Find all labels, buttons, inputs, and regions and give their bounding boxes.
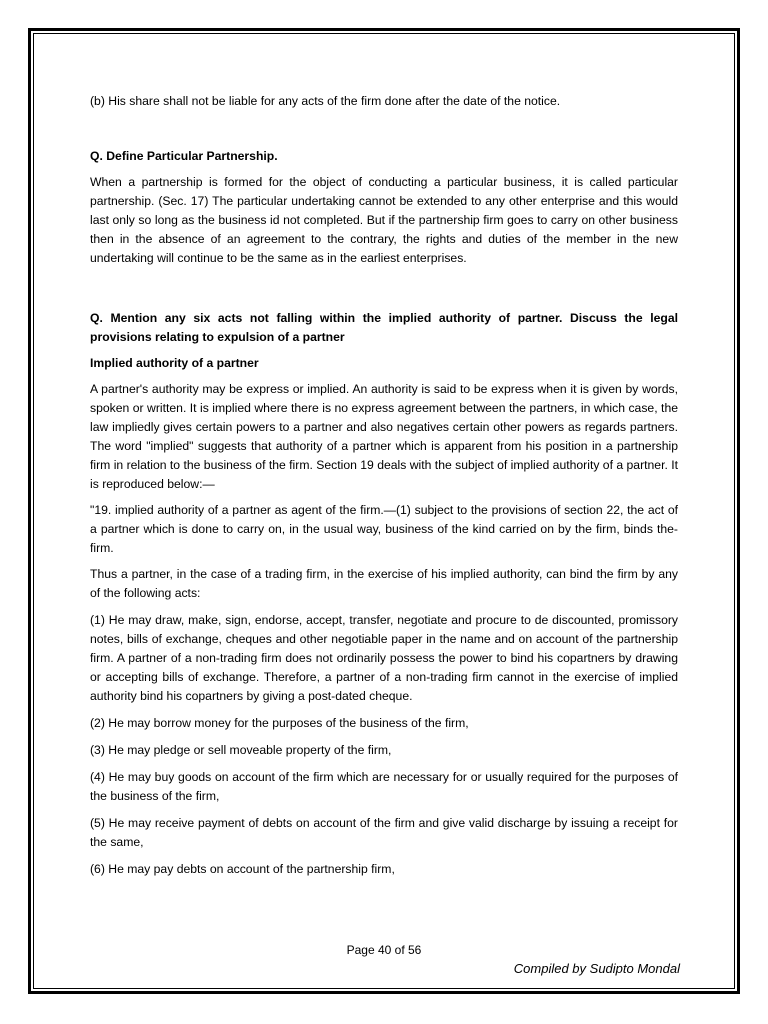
heading-implied-authority: Implied authority of a partner: [90, 356, 259, 370]
clause-b: (b) His share shall not be liable for any acts of the firm done after the date of the notice.: [90, 94, 561, 108]
section-19-quote: "19. implied authority of a partner as agent of the firm.—(1) subject to the provisions of section 22, the act of a partner which is done to carry on, in the usual way, business of the kind carried on by the firm, binds the-firm.: [90, 503, 678, 555]
page-number: Page 40 of 56: [346, 943, 422, 957]
answer-particular-partnership: When a partnership is formed for the object of conducting a particular business, it is called particular partnership. (Sec. 17) The particular undertaking cannot be extended to any other enterprise and this would last only so long as the business id not completed. But if the partnership firm goes to carry on other business then in the absence of an agreement to the contrary, the rights and duties of the member in the new undertaking will continue to be the same as in the earliest enterprises.: [90, 175, 678, 265]
list-item-3: (3) He may pledge or sell moveable property of the firm,: [90, 743, 392, 757]
list-item-6: (6) He may pay debts on account of the partnership firm,: [90, 862, 395, 876]
paragraph-trading-firm: Thus a partner, in the case of a trading firm, in the exercise of his implied authority, can bind the firm by any of the following acts:: [90, 567, 678, 600]
question-particular-partnership: Q. Define Particular Partnership.: [90, 149, 278, 163]
list-item-2: (2) He may borrow money for the purposes of the business of the firm,: [90, 716, 469, 730]
list-item-5: (5) He may receive payment of debts on account of the firm and give valid discharge by issuing a receipt for the same,: [90, 816, 678, 849]
list-item-1: (1) He may draw, make, sign, endorse, accept, transfer, negotiate and procure to de discounted, promissory notes, bills of exchange, cheques and other negotiable paper in the name and on account of the partnership firm. A partner of a non-trading firm does not ordinarily possess the power to bind his copartners by drawing or accepting bills of exchange. Therefore, a partner of a non-trading firm cannot in the exercise of implied authority bind his copartners by giving a post-dated cheque.: [90, 613, 678, 703]
paragraph-authority: A partner's authority may be express or implied. An authority is said to be express when it is given by words, spoken or written. It is implied where there is no express agreement between the partners, in which case, the law impliedly gives certain powers to a partner and also negatives certain other powers as regards partners. The word "implied" suggests that authority of a partner which is apparent from his position in a partnership firm in relation to the business of the firm. Section 19 deals with the subject of implied authority of a partner. It is reproduced below:—: [90, 382, 679, 491]
page-content: [90, 92, 678, 879]
question-implied-authority: Q. Mention any six acts not falling within the implied authority of partner. Discuss the legal provisions relating to expulsion of a partner: [90, 311, 678, 344]
compiled-by-footer: Compiled by Sudipto Mondal: [513, 961, 680, 976]
list-item-4: (4) He may buy goods on account of the firm which are necessary for or usually required for the purposes of the business of the firm,: [90, 770, 678, 803]
